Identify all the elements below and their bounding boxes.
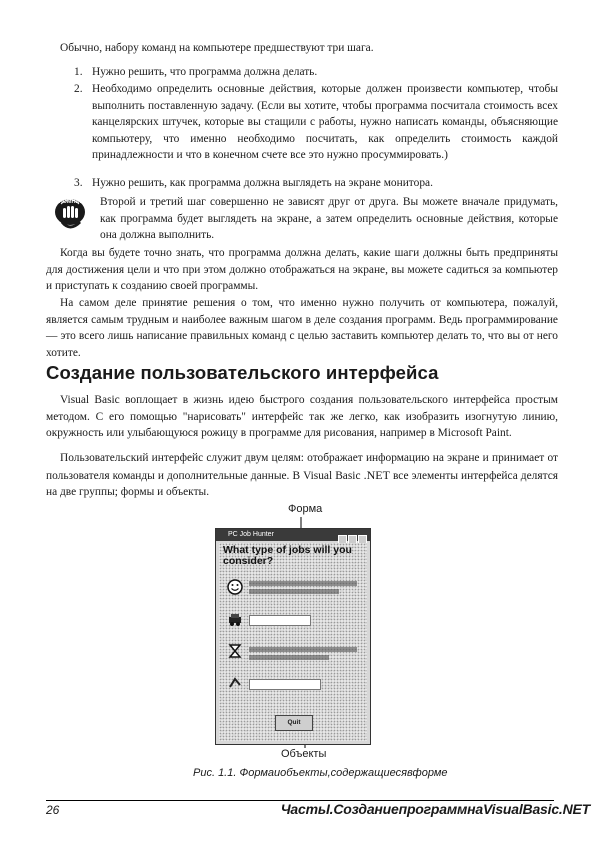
paragraph-4-start: Пользовательский интерфейс служит двум целям: отображает информацию на экране и принимает от пользователя команды и дополнительные данные. В Visual Basic	[46, 452, 558, 482]
hourglass-icon	[227, 643, 243, 659]
text-field[interactable]	[249, 615, 311, 626]
text-field[interactable]	[249, 679, 321, 690]
figure-label-form: Форма	[288, 503, 323, 515]
car-icon	[227, 611, 243, 627]
remember-note: Второй и третий шаг совершенно не зависят друг от друга. Вы можете вначале придумать, как программа будет выглядеть на экране, а затем определить основные действия, которые она должна выполнить.	[100, 196, 558, 242]
figure-caption: Рис. 1.1. Формаиобъекты,содержащиесявформе	[193, 767, 448, 779]
paragraph-3: Visual Basic воплощает в жизнь идею быстрого создания пользовательского интерфейса простым методом. С его помощью "нарисовать" интерфейс так же легко, как изобразить изогнутую линию, окружность или улыбающуюся рожицу в программе для рисования, например в Microsoft Paint.	[46, 394, 558, 440]
remember-icon-label: ПОМНИ!	[58, 199, 82, 205]
option-text	[249, 589, 339, 594]
quit-button[interactable]: Quit	[275, 715, 313, 731]
paragraph-2: На самом деле принятие решения о том, что именно нужно получить от компьютера, пожалуй, является самым трудным и наиболее важным шагом в деле создания программ. Ведь программирование — это всего лишь написание правильных команд с целью заставить компьютер делать то, что вы от него хотите.	[46, 297, 558, 359]
step-text: Необходимо определить основные действия, которые должен произвести компьютер, чтобы выполнить поставленную задачу. (Если вы хотите, чтобы программа посчитала стоимость всех канцелярских штучек, которые вы стащили с работы, нужно написать команды, объясняющие компьютеру, что именно необходимо посчитать, как определить стоимость каждой принадлежности и что в конечном счете все это нужно просуммировать.)	[92, 83, 558, 162]
paragraph-1: Когда вы будете точно знать, что программа должна делать, какие шаги должны быть предприняты для достижения цели и что при этом должно отображаться на экране, вы можете садиться за компьютер и приступать к созданию своей программы.	[46, 247, 558, 293]
option-text	[249, 581, 357, 586]
step-text: Нужно решить, как программа должна выглядеть на экране монитора.	[92, 177, 433, 189]
option-text	[249, 647, 357, 652]
form-screenshot	[215, 528, 371, 745]
figure-label-objects: Объекты	[281, 748, 327, 760]
page-number: 26	[46, 803, 60, 817]
hand-icon	[227, 675, 243, 691]
step-number: 1.	[74, 66, 83, 78]
intro-text: Обычно, набору команд на компьютере предшествуют три шага.	[60, 42, 374, 54]
step-number: 3.	[74, 177, 83, 189]
form-headline: What type of jobs will you consider?	[223, 544, 352, 567]
net-term: .NET	[363, 467, 390, 482]
section-heading: Создание пользовательского интерфейса	[46, 362, 439, 383]
step-number: 2.	[74, 83, 83, 95]
step-text: Нужно решить, что программа должна делать.	[92, 66, 318, 78]
smiley-icon	[227, 579, 243, 595]
paragraph-4-end: все элементы интерфейса делятся на две группы; формы и объекты.	[46, 469, 558, 499]
form-title-bar	[216, 529, 370, 541]
form-body	[219, 543, 367, 741]
running-title: ЧастьI.СозданиепрограммнаVisualBasic.NET	[280, 801, 590, 817]
form-title: PC Job Hunter	[228, 531, 274, 538]
option-text	[249, 655, 329, 660]
